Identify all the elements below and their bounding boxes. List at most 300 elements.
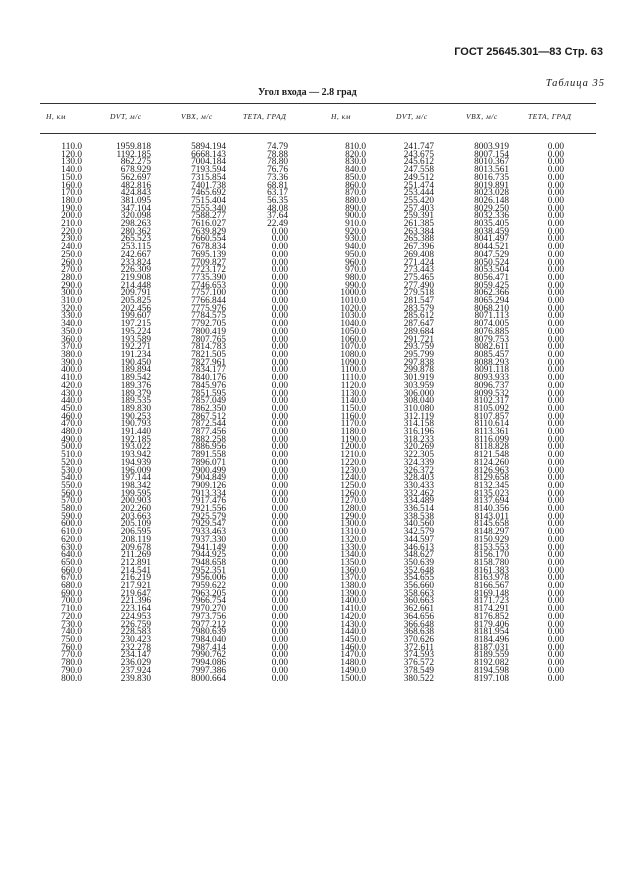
table-cell: 273.443: [403, 265, 434, 276]
table-cell: 8187.031: [474, 642, 509, 653]
table-cell: 7004.184: [191, 157, 226, 168]
table-cell: 490.0: [61, 434, 82, 445]
table-cell: 7800.419: [191, 326, 226, 337]
table-cell: 0.00: [271, 396, 288, 407]
table-cell: 7959.622: [191, 581, 226, 592]
table-cell: 1350.0: [340, 557, 366, 568]
table-cell: 360.0: [61, 334, 82, 345]
table-cell: 193.022: [120, 442, 151, 453]
table-cell: 202.456: [120, 303, 151, 314]
col-header-dvt-right: DVT, м/с: [396, 112, 428, 121]
table-cell: 7933.463: [191, 527, 226, 538]
table-cell: 8124.260: [474, 457, 509, 468]
table-cell: 8041.497: [474, 234, 509, 245]
table-cell: 336.514: [403, 504, 434, 515]
table-cell: 7814.783: [191, 342, 226, 353]
table-cell: 0.00: [271, 388, 288, 399]
table-cell: 350.0: [61, 326, 82, 337]
table-cell: 199.595: [120, 488, 151, 499]
table-cell: 7616.027: [191, 219, 226, 230]
table-cell: 110.0: [61, 142, 82, 152]
table-cell: 0.00: [547, 457, 564, 468]
table-cell: 347.104: [120, 203, 151, 214]
table-cell: 263.384: [403, 226, 434, 237]
table-cell: 1390.0: [340, 588, 366, 599]
table-cell: 0.00: [271, 527, 288, 538]
table-cell: 8088.293: [474, 357, 509, 368]
table-cell: 63.17: [267, 188, 288, 199]
table-cell: 279.518: [403, 288, 434, 299]
table-cell: 372.611: [404, 642, 434, 653]
table-cell: 241.747: [403, 142, 434, 152]
table-cell: 203.663: [120, 511, 151, 522]
table-cell: 200.903: [120, 496, 151, 507]
table-cell: 8118.828: [474, 442, 509, 453]
table-cell: 0.00: [271, 365, 288, 376]
table-cell: 78.80: [267, 157, 288, 168]
table-cell: 0.00: [271, 319, 288, 330]
table-cell: 0.00: [547, 326, 564, 337]
col-header-h-left: H, км: [46, 112, 66, 121]
table-cell: 295.799: [403, 349, 434, 360]
table-cell: 0.00: [547, 642, 564, 653]
table-cell: 0.00: [271, 550, 288, 561]
table-cell: 1360.0: [340, 565, 366, 576]
table-cell: 0.00: [547, 511, 564, 522]
table-cell: 650.0: [61, 557, 82, 568]
table-cell: 0.00: [271, 296, 288, 307]
table-cell: 328.403: [403, 473, 434, 484]
table-cell: 7984.040: [191, 635, 226, 645]
table-cell: 0.00: [547, 288, 564, 299]
table-cell: 73.36: [267, 172, 288, 183]
table-cell: 0.00: [547, 673, 564, 684]
table-cell: 7723.172: [191, 265, 226, 276]
table-cell: 196.009: [120, 465, 151, 476]
table-cell: 1190.0: [340, 434, 366, 445]
table-cell: 410.0: [61, 373, 82, 384]
table-cell: 0.00: [271, 457, 288, 468]
table-cell: 1200.0: [340, 442, 366, 453]
table-cell: 120.0: [61, 149, 82, 160]
table-cell: 7401.738: [191, 180, 226, 191]
table-cell: 7872.544: [191, 419, 226, 430]
table-cell: 540.0: [61, 473, 82, 484]
table-cell: 0.00: [271, 496, 288, 507]
table-cell: 7709.827: [191, 257, 226, 268]
table-cell: 253.115: [121, 242, 151, 253]
table-cell: 320.098: [120, 211, 151, 222]
table-cell: 740.0: [61, 627, 82, 638]
table-cell: 0.00: [547, 388, 564, 399]
table-cell: 0.00: [547, 588, 564, 599]
table-cell: 7913.334: [191, 488, 226, 499]
table-cell: 189.376: [120, 380, 151, 391]
table-cell: 7851.595: [191, 388, 226, 399]
table-cell: 1180.0: [340, 427, 366, 438]
table-cell: 194.939: [120, 457, 151, 468]
table-cell: 1070.0: [340, 342, 366, 353]
table-cell: 1460.0: [340, 642, 366, 653]
table-cell: 190.253: [120, 411, 151, 422]
table-cell: 180.0: [61, 195, 82, 206]
table-cell: 378.549: [403, 665, 434, 676]
table-cell: 620.0: [61, 534, 82, 545]
table-cell: 0.00: [547, 334, 564, 345]
table-cell: 1250.0: [340, 480, 366, 491]
table-cell: 270.0: [61, 265, 82, 276]
table-cell: 0.00: [547, 596, 564, 607]
table-cell: 1030.0: [340, 311, 366, 322]
table-cell: 271.424: [403, 257, 434, 268]
table-cell: 530.0: [61, 465, 82, 476]
table-cell: 7821.505: [191, 349, 226, 360]
table-cell: 208.119: [121, 534, 151, 545]
table-cell: 7997.386: [191, 665, 226, 676]
table-cell: 0.00: [547, 380, 564, 391]
table-cell: 8099.532: [474, 388, 509, 399]
table-cell: 316.196: [403, 427, 434, 438]
table-cell: 300.0: [61, 288, 82, 299]
table-cell: 1140.0: [340, 396, 366, 407]
table-cell: 189.894: [120, 365, 151, 376]
table-cell: 6668.143: [191, 149, 226, 160]
table-cell: 8194.598: [474, 665, 509, 676]
table-cell: 0.00: [271, 280, 288, 291]
table-cell: 0.00: [547, 265, 564, 276]
table-cell: 1020.0: [340, 303, 366, 314]
table-cell: 237.924: [120, 665, 151, 676]
table-cell: 0.00: [547, 542, 564, 553]
table-cell: 8044.521: [474, 242, 509, 253]
table-cell: 0.00: [547, 496, 564, 507]
table-cell: 862.275: [120, 157, 151, 168]
table-cell: 360.663: [403, 596, 434, 607]
table-cell: 200.0: [61, 211, 82, 222]
col-dvt-right: [396, 144, 434, 683]
table-cell: 306.000: [403, 388, 434, 399]
table-cell: 7193.594: [191, 165, 226, 176]
table-cell: 1430.0: [340, 619, 366, 630]
table-cell: 198.342: [120, 480, 151, 491]
table-cell: 7834.177: [191, 365, 226, 376]
col-header-vbx-right: VBX, м/с: [466, 112, 498, 121]
table-cell: 380.0: [61, 349, 82, 360]
table-cell: 8137.694: [474, 496, 509, 507]
table-cell: 8163.978: [474, 573, 509, 584]
table-cell: 189.542: [120, 373, 151, 384]
table-cell: 7886.956: [191, 442, 226, 453]
table-cell: 7555.340: [191, 203, 226, 214]
table-cell: 1440.0: [340, 627, 366, 638]
table-cell: 570.0: [61, 496, 82, 507]
table-cell: 0.00: [547, 149, 564, 160]
table-cell: 7757.100: [191, 288, 226, 299]
table-cell: 245.612: [403, 157, 434, 168]
table-cell: 7882.258: [191, 434, 226, 445]
table-cell: 8148.297: [474, 527, 509, 538]
table-cell: 0.00: [547, 303, 564, 314]
table-cell: 7900.499: [191, 465, 226, 476]
table-cell: 0.00: [271, 226, 288, 237]
table-cell: 199.607: [120, 311, 151, 322]
table-cell: 0.00: [547, 450, 564, 461]
table-cell: 7963.205: [191, 588, 226, 599]
table-cell: 1000.0: [340, 288, 366, 299]
table-cell: 7987.414: [191, 642, 226, 653]
table-cell: 8132.345: [474, 480, 509, 491]
table-cell: 8093.933: [474, 373, 509, 384]
table-cell: 7660.554: [191, 234, 226, 245]
table-cell: 191.440: [120, 427, 151, 438]
table-cell: 193.942: [120, 450, 151, 461]
table-cell: 255.420: [403, 195, 434, 206]
table-cell: 820.0: [345, 149, 366, 160]
table-cell: 224.953: [120, 611, 151, 622]
table-cell: 1120.0: [340, 380, 366, 391]
table-cell: 7937.330: [191, 534, 226, 545]
table-cell: 7746.653: [191, 280, 226, 291]
table-cell: 640.0: [61, 550, 82, 561]
table-cell: 0.00: [547, 234, 564, 245]
table-cell: 480.0: [61, 427, 82, 438]
table-cell: 0.00: [271, 673, 288, 684]
table-cell: 257.403: [403, 203, 434, 214]
table-cell: 0.00: [271, 504, 288, 515]
col-header-teta-right: ТЕТА, ГРАД: [528, 112, 572, 121]
table-cell: 8129.658: [474, 473, 509, 484]
table-cell: 1420.0: [340, 611, 366, 622]
table-cell: 7944.925: [191, 550, 226, 561]
table-cell: 322.305: [403, 450, 434, 461]
table-cell: 0.00: [547, 619, 564, 630]
col-header-teta-left: ТЕТА, ГРАД: [243, 112, 287, 121]
table-cell: 130.0: [61, 157, 82, 168]
table-cell: 8169.148: [474, 588, 509, 599]
table-cell: 1290.0: [340, 511, 366, 522]
table-cell: 1500.0: [340, 673, 366, 684]
table-cell: 7929.547: [191, 519, 226, 530]
table-cell: 1380.0: [340, 581, 366, 592]
table-cell: 8023.028: [474, 188, 509, 199]
table-cell: 1240.0: [340, 473, 366, 484]
table-cell: 1110.0: [341, 373, 366, 384]
table-cell: 910.0: [345, 219, 366, 230]
table-cell: 0.00: [547, 280, 564, 291]
table-cell: 303.959: [403, 380, 434, 391]
col-h-left: [44, 144, 82, 683]
table-cell: 221.396: [120, 596, 151, 607]
table-cell: 209.791: [120, 288, 151, 299]
table-cell: 310.080: [403, 403, 434, 414]
page-header: ГОСТ 25645.301—83 Стр. 63: [454, 46, 603, 58]
col-teta-right: [539, 144, 564, 683]
table-cell: 7515.404: [191, 195, 226, 206]
table-cell: 233.824: [120, 257, 151, 268]
table-cell: 0.00: [271, 249, 288, 260]
table-cell: 334.489: [403, 496, 434, 507]
table-cell: 610.0: [61, 527, 82, 538]
table-cell: 1400.0: [340, 596, 366, 607]
table-cell: 8053.504: [474, 265, 509, 276]
table-cell: 7315.854: [191, 172, 226, 183]
table-cell: 580.0: [61, 504, 82, 515]
table-cell: 390.0: [61, 357, 82, 368]
table-cell: 330.433: [403, 480, 434, 491]
table-cell: 1280.0: [340, 504, 366, 515]
table-cell: 0.00: [547, 180, 564, 191]
table-cell: 78.88: [267, 149, 288, 160]
table-cell: 0.00: [547, 604, 564, 615]
table-cell: 0.00: [547, 203, 564, 214]
table-cell: 940.0: [345, 242, 366, 253]
table-cell: 7909.126: [191, 480, 226, 491]
table-cell: 0.00: [547, 396, 564, 407]
table-cell: 890.0: [345, 203, 366, 214]
table-cell: 0.00: [547, 296, 564, 307]
table-cell: 0.00: [271, 611, 288, 622]
table-cell: 5894.194: [191, 142, 226, 152]
table-cell: 0.00: [547, 195, 564, 206]
table-cell: 0.00: [547, 349, 564, 360]
table-cell: 0.00: [271, 326, 288, 337]
table-cell: 354.655: [403, 573, 434, 584]
table-cell: 500.0: [61, 442, 82, 453]
table-cell: 280.362: [120, 226, 151, 237]
table-cell: 8110.614: [474, 419, 509, 430]
table-cell: 291.721: [403, 334, 434, 345]
table-cell: 800.0: [61, 673, 82, 684]
table-cell: 220.0: [61, 226, 82, 237]
table-cell: 720.0: [61, 611, 82, 622]
table-cell: 7917.476: [191, 496, 226, 507]
table-cell: 980.0: [345, 272, 366, 283]
table-cell: 7896.071: [191, 457, 226, 468]
table-cell: 8179.406: [474, 619, 509, 630]
table-cell: 700.0: [61, 596, 82, 607]
table-cell: 0.00: [547, 319, 564, 330]
table-cell: 1060.0: [340, 334, 366, 345]
table-cell: 8013.561: [474, 165, 509, 176]
table-cell: 1100.0: [340, 365, 366, 376]
table-cell: 352.648: [403, 565, 434, 576]
table-cell: 8068.210: [474, 303, 509, 314]
table-cell: 470.0: [61, 419, 82, 430]
col-vbx-left: [180, 144, 226, 683]
table-cell: 0.00: [271, 542, 288, 553]
table-cell: 8071.113: [474, 311, 509, 322]
table-cell: 230.0: [61, 234, 82, 245]
table-cell: 1170.0: [340, 419, 366, 430]
table-cell: 206.595: [120, 527, 151, 538]
table-cell: 214.541: [120, 565, 151, 576]
table-cell: 0.00: [547, 473, 564, 484]
table-cell: 8050.524: [474, 257, 509, 268]
table-cell: 8056.471: [474, 272, 509, 283]
table-cell: 0.00: [271, 450, 288, 461]
table-cell: 0.00: [547, 365, 564, 376]
table-cell: 600.0: [61, 519, 82, 530]
table-cell: 68.81: [267, 180, 288, 191]
table-cell: 7994.086: [191, 658, 226, 669]
table-cell: 0.00: [271, 473, 288, 484]
table-cell: 7970.270: [191, 604, 226, 615]
table-cell: 0.00: [271, 588, 288, 599]
table-cell: 8197.108: [474, 673, 509, 684]
table-cell: 190.793: [120, 419, 151, 430]
table-cell: 301.919: [403, 373, 434, 384]
col-header-dvt-left: DVT, м/с: [110, 112, 142, 121]
table-cell: 1192.185: [116, 149, 151, 160]
table-cell: 232.278: [120, 642, 151, 653]
table-cell: 0.00: [547, 411, 564, 422]
table-cell: 0.00: [547, 311, 564, 322]
table-cell: 7862.350: [191, 403, 226, 414]
table-cell: 22.49: [267, 219, 288, 230]
table-cell: 205.109: [120, 519, 151, 530]
table-cell: 0.00: [271, 303, 288, 314]
table-cell: 7956.006: [191, 573, 226, 584]
table-cell: 7840.176: [191, 373, 226, 384]
table-cell: 0.00: [271, 257, 288, 268]
table-cell: 0.00: [271, 427, 288, 438]
table-cell: 0.00: [271, 234, 288, 245]
table-cell: 216.219: [120, 573, 151, 584]
table-cell: 308.040: [403, 396, 434, 407]
table-cell: 265.388: [403, 234, 434, 245]
table-cell: 7588.277: [191, 211, 226, 222]
table-cell: 0.00: [547, 465, 564, 476]
col-header-vbx-left: VBX, м/с: [181, 112, 213, 121]
table-cell: 226.759: [120, 619, 151, 630]
table-cell: 0.00: [547, 480, 564, 491]
table-cell: 1160.0: [340, 411, 366, 422]
table-cell: 0.00: [271, 442, 288, 453]
table-number: Таблица 35: [545, 78, 605, 89]
table-cell: 250.0: [61, 249, 82, 260]
table-cell: 0.00: [271, 349, 288, 360]
table-cell: 8176.852: [474, 611, 509, 622]
table-cell: 364.656: [403, 611, 434, 622]
table-cell: 7990.762: [191, 650, 226, 661]
table-cell: 0.00: [271, 265, 288, 276]
table-cell: 7735.390: [191, 272, 226, 283]
table-cell: 0.00: [547, 211, 564, 222]
table-cell: 0.00: [271, 619, 288, 630]
table-cell: 318.233: [403, 434, 434, 445]
table-cell: 7877.456: [191, 427, 226, 438]
table-cell: 267.396: [403, 242, 434, 253]
table-cell: 7784.575: [191, 311, 226, 322]
table-cell: 236.029: [120, 658, 151, 669]
table-cell: 8171.723: [474, 596, 509, 607]
table-cell: 750.0: [61, 635, 82, 645]
table-cell: 368.638: [403, 627, 434, 638]
table-cell: 1220.0: [340, 457, 366, 468]
table-cell: 0.00: [547, 504, 564, 515]
table-cell: 0.00: [271, 604, 288, 615]
table-cell: 8026.148: [474, 195, 509, 206]
table-cell: 189.379: [120, 388, 151, 399]
table-cell: 520.0: [61, 457, 82, 468]
table-cell: 0.00: [547, 565, 564, 576]
table-cell: 190.450: [120, 357, 151, 368]
table-cell: 760.0: [61, 642, 82, 653]
table-cell: 338.538: [403, 511, 434, 522]
table-cell: 0.00: [547, 557, 564, 568]
table-cell: 7980.639: [191, 627, 226, 638]
table-cell: 7857.049: [191, 396, 226, 407]
